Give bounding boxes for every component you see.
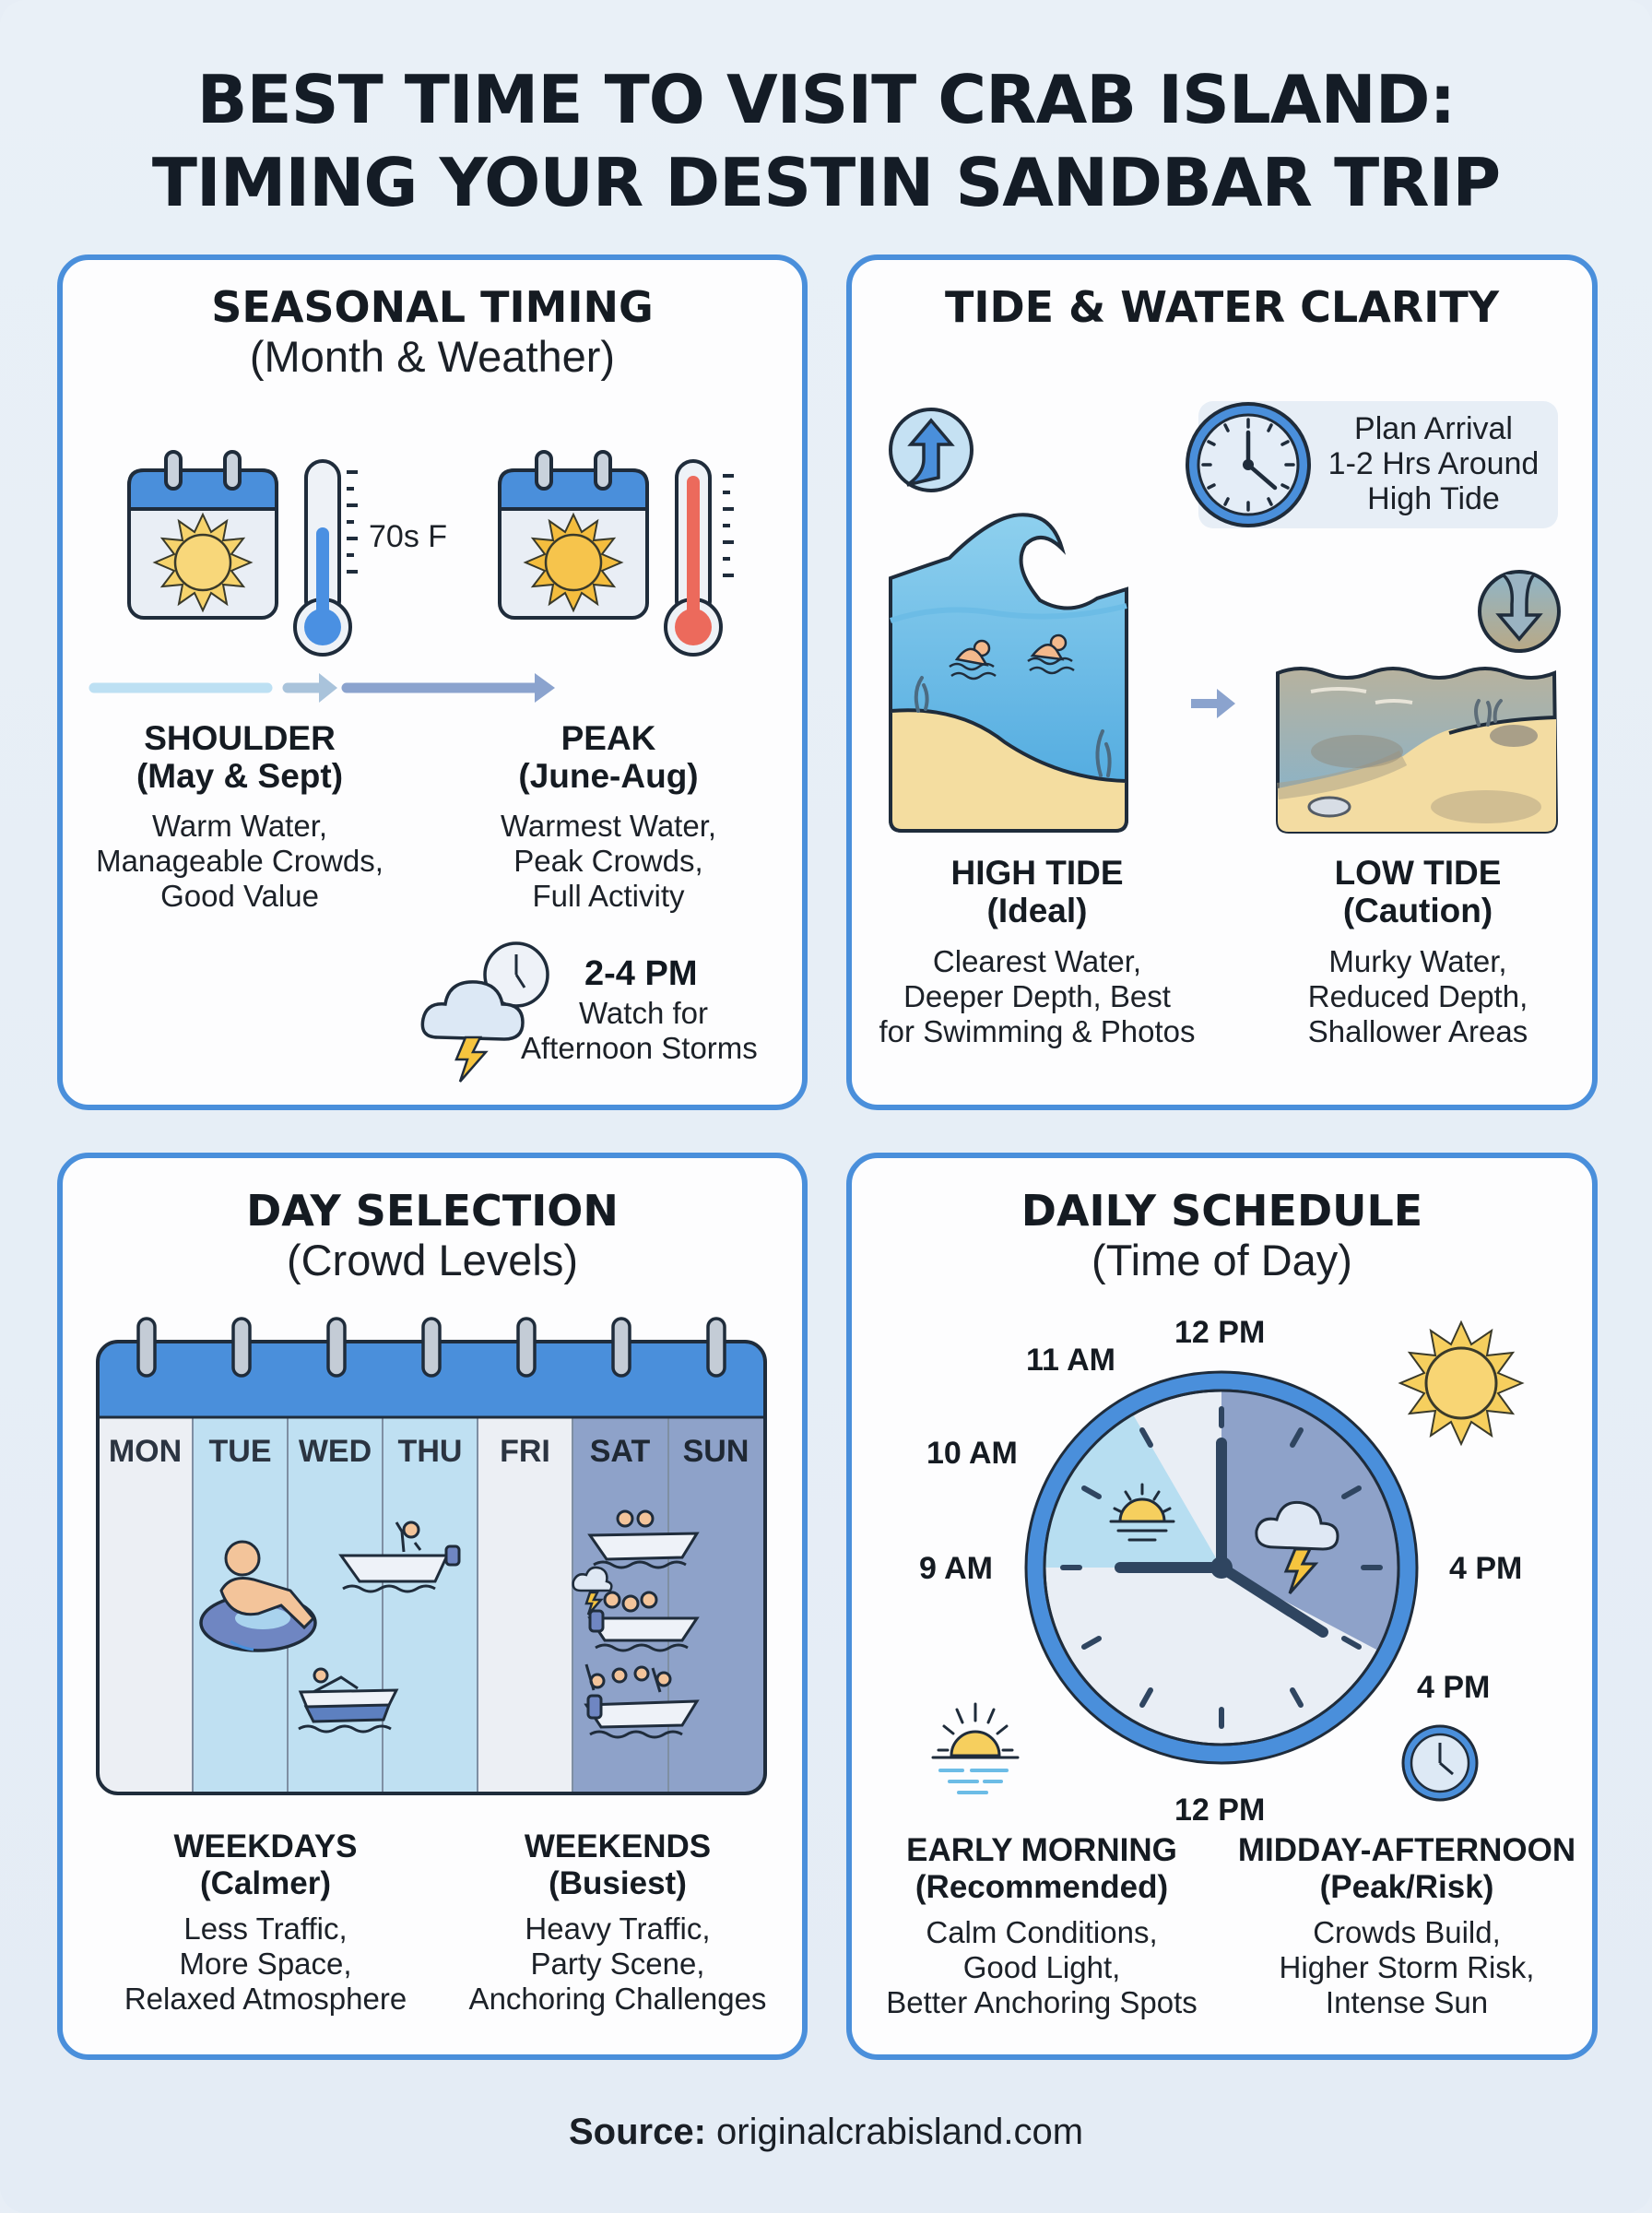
shoulder-period: (May & Sept) [136,757,344,795]
early-morning-status: (Recommended) [914,1869,1169,1905]
clock-label-4pm-right: 4 PM [1449,1551,1523,1586]
low-tide-heading: LOW TIDE [1334,854,1502,892]
low-tide-illustration [1274,664,1569,839]
clock-icon [1183,399,1314,530]
weekends-status: (Busiest) [549,1865,687,1901]
midday-heading: MIDDAY-AFTERNOON [1237,1832,1576,1868]
early-morning-heading: EARLY MORNING [906,1832,1177,1868]
day-tue: TUE [208,1434,272,1469]
main-title-line-2: TIMING YOUR DESTIN SANDBAR TRIP [151,144,1501,221]
weekends-heading: WEEKENDS [524,1828,712,1864]
falling-tide-arrow-icon [1475,567,1564,656]
peak-desc-3: Full Activity [532,879,685,913]
midday-status: (Peak/Risk) [1319,1869,1494,1905]
high-tide-illustration [885,503,1180,834]
plan-arrival-line-1: Plan Arrival [1354,411,1513,446]
high-tide-desc-2: Deeper Depth, Best [903,979,1171,1013]
plan-arrival-line-2: 1-2 Hrs Around [1328,446,1540,481]
clock-label-10am: 10 AM [926,1436,1018,1471]
storm-note-2: Afternoon Storms [521,1031,758,1065]
early-sunrise-icon [931,1697,1051,1807]
day-fri: FRI [500,1434,550,1469]
early-morning-desc-1: Calm Conditions, [926,1915,1158,1949]
clock-label-4pm-lower: 4 PM [1417,1670,1491,1705]
source-line [0,2112,1652,2153]
tide-transition-arrow [1189,687,1245,724]
thermometer-hot-icon [666,461,734,655]
peak-period: (June-Aug) [518,757,699,795]
weekends-desc-1: Heavy Traffic, [525,1911,711,1946]
sun-icon [1397,1319,1526,1448]
high-tide-heading: HIGH TIDE [950,854,1124,892]
seasonal-icons [120,443,525,664]
days-subtitle: (Crowd Levels) [286,1236,579,1284]
calendar-sun-icon [500,452,647,618]
shoulder-heading: SHOULDER [144,719,336,757]
storm-note-1: Watch for [579,996,708,1030]
source-link[interactable]: originalcrabisland.com [716,2112,1084,2152]
tide-title: TIDE & WATER CLARITY [944,282,1500,332]
weekends-desc-2: Party Scene, [530,1947,705,1981]
day-wed: WED [298,1434,372,1469]
day-thu: THU [397,1434,463,1469]
peak-desc-1: Warmest Water, [500,809,717,843]
weekdays-heading: WEEKDAYS [173,1828,358,1864]
day-sun: SUN [682,1434,749,1469]
weekdays-status: (Calmer) [200,1865,331,1901]
temperature-label: 70s F [369,519,448,554]
early-morning-desc-3: Better Anchoring Spots [886,1985,1198,2019]
midday-desc-1: Crowds Build, [1313,1915,1501,1949]
rising-tide-arrow-icon [887,406,979,498]
storm-time: 2-4 PM [584,954,698,993]
thermometer-cool-icon [295,461,358,655]
low-tide-desc-2: Reduced Depth, [1307,979,1528,1013]
day-mon: MON [108,1434,183,1469]
midday-desc-2: Higher Storm Risk, [1279,1950,1535,1984]
weekdays-desc-1: Less Traffic, [183,1911,348,1946]
clock-label-9am: 9 AM [919,1551,993,1586]
shoulder-desc-1: Warm Water, [151,809,328,843]
calendar-sun-icon [129,452,277,618]
clock-label-12pm-bottom: 12 PM [1174,1793,1266,1828]
early-morning-desc-2: Good Light, [962,1950,1121,1984]
high-tide-status: (Ideal) [986,892,1088,929]
season-timeline-arrows [83,666,784,712]
days-title: DAY SELECTION [246,1186,619,1236]
plan-arrival-line-3: High Tide [1367,481,1500,516]
day-sat: SAT [589,1434,651,1469]
peak-icons [490,443,767,664]
seasonal-subtitle: (Month & Weather) [249,332,616,381]
clock-label-11am: 11 AM [1026,1343,1116,1378]
low-tide-desc-3: Shallower Areas [1307,1014,1528,1048]
weekends-desc-3: Anchoring Challenges [468,1982,767,2016]
low-tide-desc-1: Murky Water, [1328,944,1507,978]
weekdays-desc-2: More Space, [179,1947,352,1981]
low-tide-status: (Caution) [1342,892,1493,929]
high-tide-desc-3: for Swimming & Photos [879,1014,1196,1048]
shoulder-desc-3: Good Value [160,879,319,913]
peak-heading: PEAK [560,719,656,757]
high-tide-desc-1: Clearest Water, [932,944,1142,978]
weekdays-desc-3: Relaxed Atmosphere [124,1982,407,2016]
peak-desc-2: Peak Crowds, [513,844,703,878]
source-label: Source: [568,2112,706,2152]
schedule-title: DAILY SCHEDULE [1021,1186,1423,1236]
seasonal-title: SEASONAL TIMING [211,282,654,332]
schedule-subtitle: (Time of Day) [1092,1236,1352,1284]
weekly-calendar [92,1314,774,1803]
clock-label-12pm-top: 12 PM [1174,1315,1266,1350]
midday-desc-3: Intense Sun [1325,1985,1489,2019]
shoulder-desc-2: Manageable Crowds, [96,844,384,878]
daily-clock-diagram [1009,1346,1443,1789]
small-clock-icon [1399,1722,1481,1804]
main-title-line-1: BEST TIME TO VISIT CRAB ISLAND: [196,61,1456,138]
